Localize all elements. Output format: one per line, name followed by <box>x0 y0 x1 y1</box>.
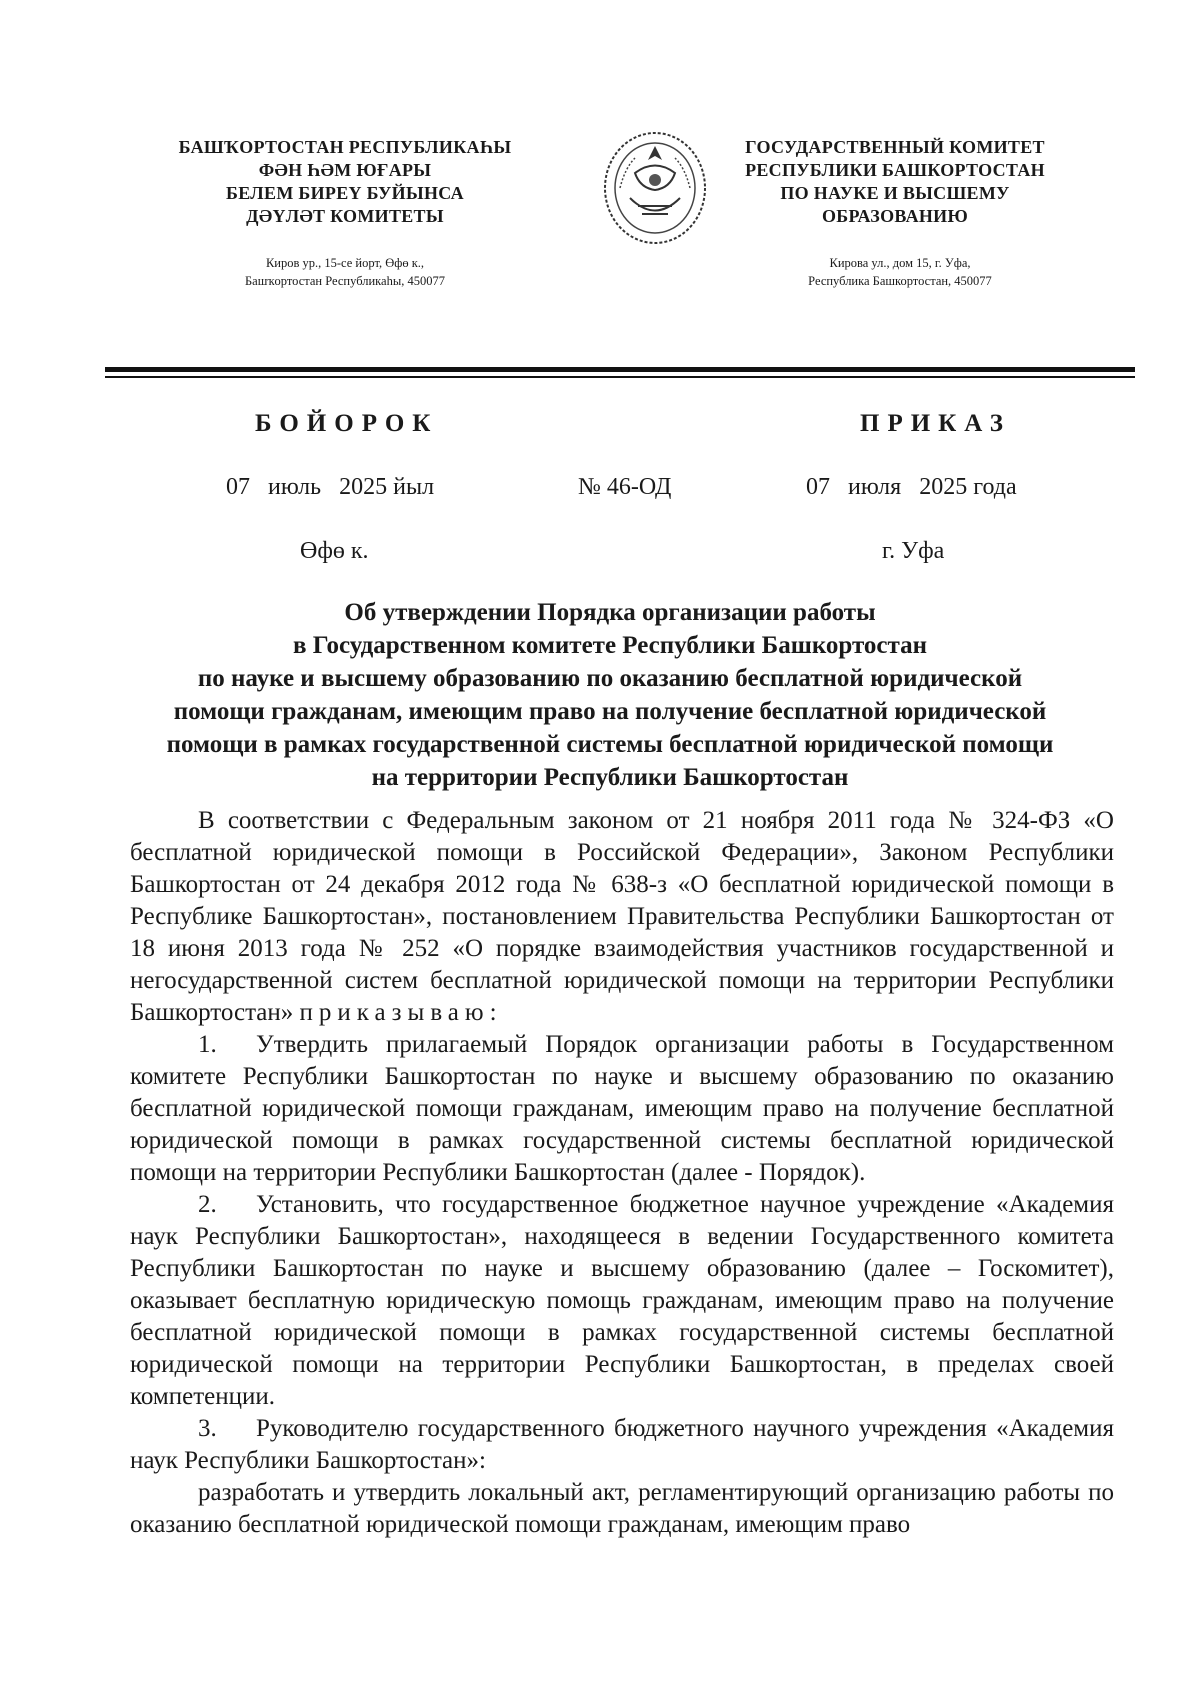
order-date-ba: 07 июль 2025 йыл <box>226 474 435 500</box>
subject-line: на территории Республики Башкортостан <box>371 764 849 791</box>
header-right-line: РЕСПУБЛИКИ БАШКОРТОСТАН <box>745 160 1045 180</box>
header-right-address-line: Кирова ул., дом 15, г. Уфа, <box>829 256 971 270</box>
order-body <box>130 805 1114 1541</box>
subject-line: по науке и высшему образованию по оказанию бесплатной юридической <box>197 665 1023 692</box>
order-item-2 <box>130 1189 1114 1413</box>
header-right-line: ГОСУДАРСТВЕННЫЙ КОМИТЕТ <box>745 137 1045 157</box>
subject-line: помощи гражданам, имеющим право на получение бесплатной юридической <box>173 698 1047 725</box>
header-left-address-line: Киров ур., 15-се йорт, Өфө к., <box>265 256 425 270</box>
last-paragraph-text: разработать и утвердить локальный акт, регламентирующий организацию работы по оказанию бесплатной юридической помощи гражданам, имеющим право <box>130 1479 1114 1538</box>
command-word: приказываю: <box>299 999 503 1026</box>
order-date-ru: 07 июля 2025 года <box>806 474 1017 500</box>
item-text: Установить, что государственное бюджетное научное учреждение «Академия наук Республики Башкортостан», находящееся в ведении Государственного комитета Республики Башкортостан по науке и высшему образованию (далее – Госкомитет), оказывает бесплатную юридическую помощь гражданам, имеющим право на получение бесплатной юридической помощи в рамках государственной системы бесплатной юридической помощи на территории Республики Башкортостан, в пределах своей компетенции. <box>130 1191 1114 1410</box>
item-number: 2. <box>198 1191 217 1218</box>
order-subject <box>120 596 1100 794</box>
order-number: № 46-ОД <box>578 474 672 500</box>
subject-line: помощи в рамках государственной системы бесплатной юридической помощи <box>166 731 1054 758</box>
preamble-text: В соответствии с Федеральным законом от 21 ноября 2011 года № 324-ФЗ «О бесплатной юридической помощи в Российской Федерации», Законом Республики Башкортостан от 24 декабря 2012 года № 638-з «О бесплатной юридической помощи в Республике Башкортостан», постановлением Правительства Республики Башкортостан от 18 июня 2013 года № 252 «О порядке взаимодействия участников государственной и негосударственной систем бесплатной юридической помощи на территории Республики Башкортостан» <box>130 807 1114 1026</box>
order-city-ru: г. Уфа <box>882 538 945 564</box>
order-city-ba: Өфө к. <box>300 538 369 564</box>
preamble-paragraph <box>130 805 1114 1029</box>
header-left-org-name <box>140 136 550 228</box>
header-right-line: ПО НАУКЕ И ВЫСШЕМУ <box>780 183 1010 203</box>
subject-line: в Государственном комитете Республики Башкортостан <box>292 632 928 659</box>
item-number: 1. <box>198 1031 217 1058</box>
order-title-ru: ПРИКАЗ <box>860 410 1011 437</box>
item-text: Руководителю государственного бюджетного научного учреждения «Академия наук Республики Башкортостан»: <box>130 1415 1114 1474</box>
header-left-address <box>190 254 500 290</box>
header-left-line: ФӘН ҺӘМ ЮҒАРЫ <box>258 160 432 180</box>
header-right-line: ОБРАЗОВАНИЮ <box>821 206 969 226</box>
header-left-line: БАШҠОРТОСТАН РЕСПУБЛИКАҺЫ <box>178 137 512 157</box>
header-divider-thick <box>105 367 1135 372</box>
header-right-org-name <box>695 136 1095 228</box>
coat-of-arms-emblem <box>600 128 710 246</box>
item-text: Утвердить прилагаемый Порядок организации работы в Государственном комитете Республики Башкортостан по науке и высшему образованию по оказанию бесплатной юридической помощи гражданам, имеющим право на получение бесплатной юридической помощи в рамках государственной системы бесплатной юридической помощи на территории Республики Башкортостан (далее - Порядок). <box>130 1031 1114 1186</box>
order-title-ba: БОЙОРОК <box>255 410 439 437</box>
header-right-address <box>745 254 1055 290</box>
header-left-address-line: Башҡортостан Республикаһы, 450077 <box>244 274 445 288</box>
header-left-line: БЕЛЕМ БИРЕҮ БУЙЫНСА <box>226 183 464 203</box>
item-number: 3. <box>198 1415 217 1442</box>
order-item-3 <box>130 1413 1114 1477</box>
header-left-line: ДӘҮЛӘТ КОМИТЕТЫ <box>246 206 444 226</box>
header-right-address-line: Республика Башкортостан, 450077 <box>808 274 992 288</box>
subject-line: Об утверждении Порядка организации работы <box>344 599 876 626</box>
order-item-1 <box>130 1029 1114 1189</box>
header-divider-thin <box>105 376 1135 378</box>
last-paragraph <box>130 1477 1114 1541</box>
